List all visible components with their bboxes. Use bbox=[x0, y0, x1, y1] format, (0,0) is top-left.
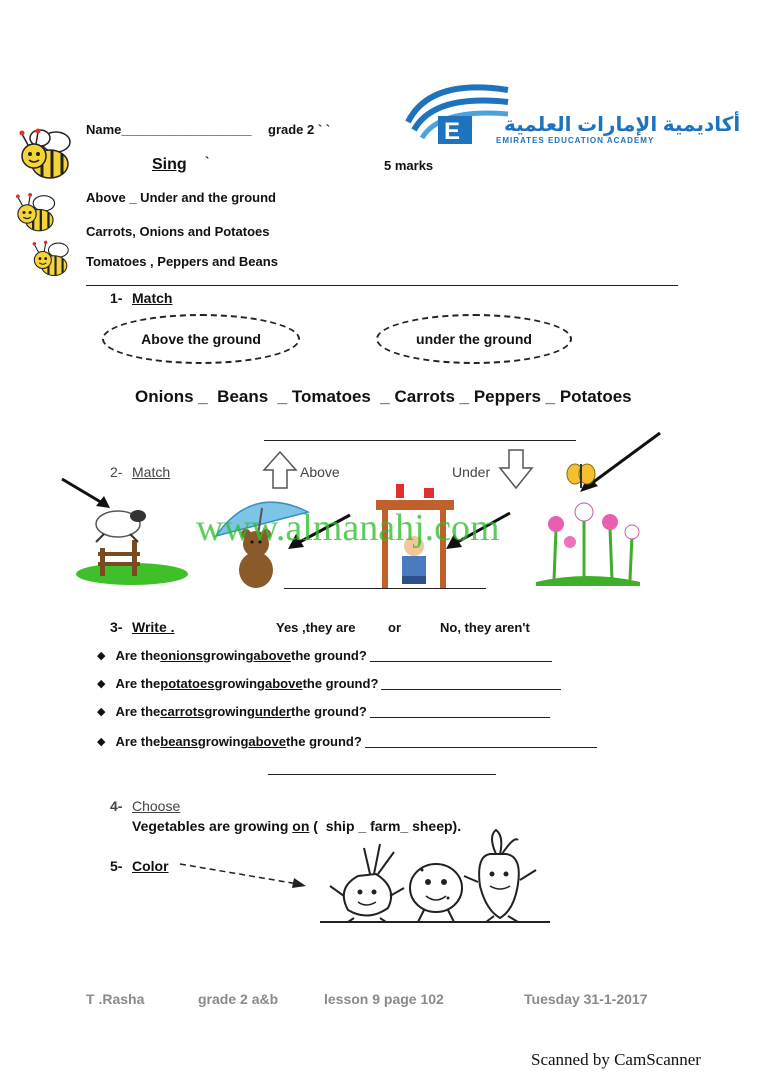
question-text: the ground? bbox=[285, 734, 362, 749]
question-keyword: above bbox=[253, 648, 291, 663]
question-text: growing bbox=[204, 704, 255, 719]
answer-blank[interactable] bbox=[381, 677, 561, 690]
choose-options: ( ship _ farm_ sheep). bbox=[309, 818, 462, 834]
vegetable-word-list: Onions _ Beans _ Tomatoes _ Carrots _ Peppers _ Potatoes bbox=[135, 387, 632, 406]
answer-line bbox=[284, 588, 486, 589]
question-text: Are the bbox=[115, 704, 161, 719]
option-or: or bbox=[388, 620, 401, 635]
sing-title: Sing bbox=[152, 156, 187, 173]
question-row bbox=[97, 734, 597, 749]
question-row bbox=[97, 704, 550, 719]
under-ground-oval: under the ground bbox=[376, 314, 572, 364]
question-text: the ground? bbox=[291, 648, 367, 663]
bullet-diamond-icon: ◆ bbox=[97, 678, 106, 690]
grade-label: grade 2 ` ` bbox=[268, 122, 331, 137]
question-text: growing bbox=[214, 676, 265, 691]
watermark: www.almanahj.com bbox=[196, 507, 500, 549]
dashed-arrow-icon bbox=[178, 860, 310, 890]
q3-number: 3- bbox=[110, 619, 123, 635]
answer-blank[interactable] bbox=[370, 649, 552, 662]
bee-icon bbox=[12, 122, 82, 190]
flower-garden-image bbox=[534, 500, 642, 586]
bee-icon bbox=[26, 236, 78, 284]
q2-number: 2- bbox=[110, 464, 123, 480]
name-field-label: Name__________________ bbox=[86, 122, 252, 137]
q1-number: 1- bbox=[110, 290, 123, 306]
bullet-diamond-icon: ◆ bbox=[97, 736, 106, 748]
question-keyword: above bbox=[264, 676, 303, 691]
question-text: the ground? bbox=[291, 704, 367, 719]
answer-blank[interactable] bbox=[370, 705, 550, 718]
choose-keyword: on bbox=[292, 818, 310, 834]
question-keyword: above bbox=[248, 734, 286, 749]
answer-line bbox=[268, 774, 496, 775]
down-arrow-icon bbox=[498, 448, 534, 490]
sing-line: Above _ Under and the ground bbox=[86, 190, 276, 205]
q3-title: Write . bbox=[132, 619, 175, 635]
vegetable-characters-image bbox=[318, 826, 552, 926]
question-text: Are the bbox=[115, 734, 161, 749]
question-keyword: under bbox=[254, 704, 292, 719]
q1-title: Match bbox=[132, 290, 173, 306]
butterfly-icon bbox=[566, 460, 596, 494]
question-text: the ground? bbox=[302, 676, 379, 691]
footer-date: Tuesday 31-1-2017 bbox=[524, 991, 648, 1007]
above-label: Above bbox=[300, 464, 340, 480]
question-text: growing bbox=[197, 734, 249, 749]
choose-text: Vegetables are growing bbox=[132, 818, 293, 834]
answer-line bbox=[264, 440, 576, 441]
question-keyword: carrots bbox=[160, 704, 205, 719]
sheep-jumping-fence-image bbox=[74, 500, 190, 588]
answer-blank[interactable] bbox=[365, 735, 597, 748]
q2-title: Match bbox=[132, 464, 171, 480]
footer-lesson: lesson 9 page 102 bbox=[324, 991, 444, 1007]
bee-icon bbox=[8, 188, 66, 240]
footer-grade: grade 2 a&b bbox=[198, 991, 279, 1007]
question-keyword: potatoes bbox=[160, 676, 215, 691]
footer-teacher: T .Rasha bbox=[86, 991, 145, 1007]
bullet-diamond-icon: ◆ bbox=[97, 650, 106, 662]
question-keyword: onions bbox=[160, 648, 203, 663]
question-text: growing bbox=[202, 648, 254, 663]
q5-number: 5- bbox=[110, 858, 123, 874]
question-text: Are the bbox=[115, 648, 161, 663]
svg-text:E: E bbox=[444, 118, 461, 145]
question-row bbox=[97, 648, 552, 663]
q4-number: 4- bbox=[110, 798, 123, 814]
question-row bbox=[97, 676, 561, 691]
sing-line: Tomatoes , Peppers and Beans bbox=[86, 254, 278, 269]
question-text: Are the bbox=[115, 676, 161, 691]
section-divider bbox=[86, 285, 678, 286]
option-no: No, they aren't bbox=[440, 620, 530, 635]
q4-title: Choose bbox=[132, 798, 181, 814]
q5-title: Color bbox=[132, 858, 169, 874]
question-keyword: beans bbox=[160, 734, 198, 749]
above-ground-oval: Above the ground bbox=[102, 314, 300, 364]
scanner-caption: Scanned by CamScanner bbox=[531, 1050, 701, 1069]
option-yes: Yes ,they are bbox=[276, 620, 356, 635]
sing-line: Carrots, Onions and Potatoes bbox=[86, 224, 270, 239]
academy-arabic-name: أكاديمية الإمارات العلمية bbox=[504, 114, 741, 136]
under-label: Under bbox=[452, 464, 491, 480]
bullet-diamond-icon: ◆ bbox=[97, 706, 106, 718]
sing-tick: ` bbox=[205, 154, 210, 169]
academy-logo bbox=[400, 82, 741, 152]
academy-english-name: EMIRATES EDUCATION ACADEMY bbox=[496, 136, 655, 145]
marks-label: 5 marks bbox=[384, 158, 434, 173]
